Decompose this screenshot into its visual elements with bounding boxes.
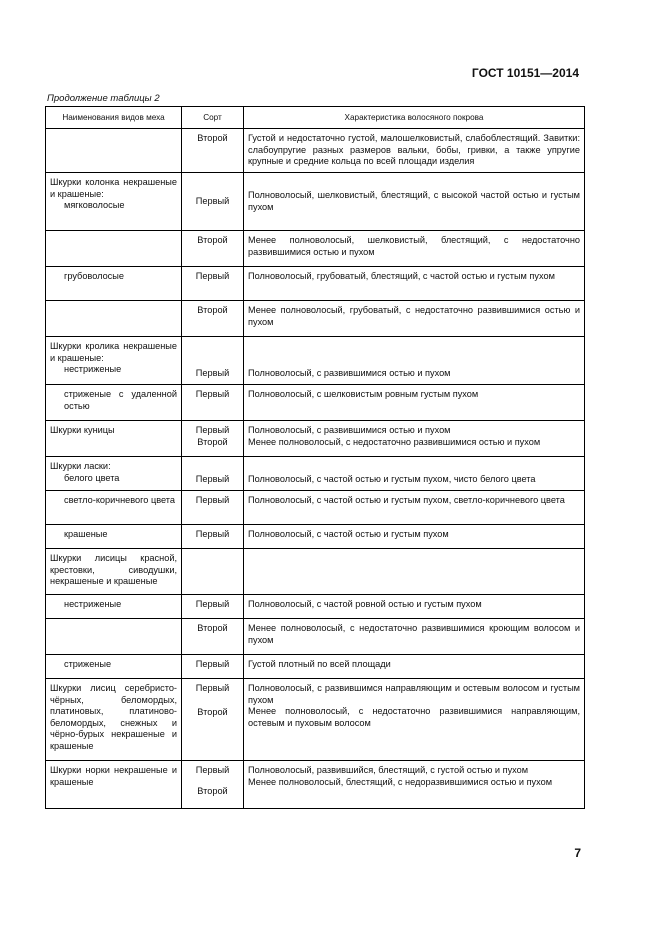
description-text: Полноволосый, развившийся, блестящий, с густой остью и пухом bbox=[248, 765, 529, 775]
fur-description bbox=[244, 679, 585, 761]
fur-description bbox=[244, 549, 585, 595]
fur-sort bbox=[182, 761, 244, 809]
fur-name bbox=[46, 385, 182, 421]
description-text: Полноволосый, шелковистый, блестящий, с высокой частой остью и густым пухом bbox=[248, 189, 580, 212]
fur-description: Полноволосый, с частой ровной остью и густым пухом bbox=[244, 595, 585, 619]
sort-value-2: Второй bbox=[197, 436, 228, 447]
fur-name bbox=[46, 525, 182, 549]
fur-group-name: Шкурки колонка некрашеные и крашеные: bbox=[50, 177, 177, 199]
fur-name: Шкурки лисиц серебристо-чёрных, беломордых, платиновых, платиново-беломордых, снежных и чёрно-бурых некрашеные и крашеные bbox=[46, 679, 182, 761]
fur-sort bbox=[182, 679, 244, 761]
table-row bbox=[46, 549, 585, 595]
column-header-sort: Сорт bbox=[182, 107, 244, 129]
fur-sort bbox=[182, 549, 244, 595]
fur-name bbox=[46, 267, 182, 301]
fur-subgroup-name: стриженые bbox=[64, 659, 112, 669]
fur-sort: Первый bbox=[182, 655, 244, 679]
page-number: 7 bbox=[574, 846, 581, 860]
table-row bbox=[46, 619, 585, 655]
sort-value-2: Второй bbox=[197, 706, 228, 717]
fur-description: Менее полноволосый, шелковистый, блестящий, с недостаточно развившимися остью и пухом bbox=[244, 231, 585, 267]
fur-description: Густой плотный по всей площади bbox=[244, 655, 585, 679]
table-caption: Продолжение таблицы 2 bbox=[47, 93, 160, 104]
sort-value-2: Второй bbox=[197, 785, 228, 796]
fur-name bbox=[46, 231, 182, 267]
description-text: Полноволосый, с развившимися остью и пухом bbox=[248, 425, 451, 435]
fur-sort: Второй bbox=[182, 231, 244, 267]
sort-value: Первый bbox=[195, 195, 230, 206]
column-header-description: Характеристика волосяного покрова bbox=[244, 107, 585, 129]
table-row bbox=[46, 421, 585, 457]
fur-sort: Первый bbox=[182, 491, 244, 525]
description-text-2: Менее полноволосый, с недостаточно развившимися остью и пухом bbox=[248, 436, 541, 447]
fur-description bbox=[244, 761, 585, 809]
fur-description bbox=[244, 457, 585, 491]
fur-name bbox=[46, 301, 182, 337]
fur-subgroup-name: нестриженые bbox=[64, 599, 122, 609]
fur-subgroup-name: нестриженые bbox=[64, 364, 122, 375]
fur-description: Полноволосый, с частой остью и густым пухом bbox=[244, 525, 585, 549]
fur-subgroup-name: мягковолосые bbox=[64, 200, 125, 211]
fur-sort: Первый bbox=[182, 385, 244, 421]
sort-value: Первый bbox=[195, 425, 230, 435]
description-text: Полноволосый, с развившимся направляющим и остевым волосом и густым пухом bbox=[248, 683, 580, 705]
fur-name bbox=[46, 337, 182, 385]
table-header-row bbox=[46, 107, 585, 129]
fur-sort: Второй bbox=[182, 129, 244, 173]
fur-name bbox=[46, 173, 182, 231]
table-row bbox=[46, 337, 585, 385]
table-row bbox=[46, 457, 585, 491]
sort-value: Первый bbox=[195, 683, 230, 693]
fur-sort: Первый bbox=[182, 525, 244, 549]
table-row bbox=[46, 491, 585, 525]
table-row bbox=[46, 595, 585, 619]
fur-group-name: Шкурки кролика некрашеные и крашеные: bbox=[50, 341, 177, 363]
description-text: Полноволосый, с частой остью и густым пухом, чисто белого цвета bbox=[248, 474, 536, 485]
table-row bbox=[46, 655, 585, 679]
table-row bbox=[46, 385, 585, 421]
fur-group-name: Шкурки ласки: bbox=[50, 461, 111, 471]
fur-description: Менее полноволосый, грубоватый, с недостаточно развившимися остью и пухом bbox=[244, 301, 585, 337]
fur-sort: Второй bbox=[182, 619, 244, 655]
table-row bbox=[46, 761, 585, 809]
fur-name bbox=[46, 619, 182, 655]
fur-sort: Первый bbox=[182, 267, 244, 301]
fur-description bbox=[244, 337, 585, 385]
fur-description: Полноволосый, с шелковистым ровным густым пухом bbox=[244, 385, 585, 421]
fur-subgroup-name: крашеные bbox=[64, 529, 108, 539]
table-row bbox=[46, 129, 585, 173]
fur-sort: Второй bbox=[182, 301, 244, 337]
fur-name bbox=[46, 655, 182, 679]
fur-description: Полноволосый, с частой остью и густым пухом, светло-коричневого цвета bbox=[244, 491, 585, 525]
description-text: Полноволосый, с развившимися остью и пухом bbox=[248, 368, 451, 379]
fur-description: Полноволосый, грубоватый, блестящий, с частой остью и густым пухом bbox=[244, 267, 585, 301]
table-row bbox=[46, 525, 585, 549]
table-row bbox=[46, 231, 585, 267]
column-header-name: Наименования видов меха bbox=[46, 107, 182, 129]
fur-subgroup-name: стриженые с удаленной остью bbox=[64, 389, 177, 411]
fur-characteristics-table bbox=[45, 106, 585, 809]
fur-name: Шкурки лисицы красной, крестовки, сиводушки, некрашеные и крашеные bbox=[46, 549, 182, 595]
fur-name: Шкурки куницы bbox=[46, 421, 182, 457]
table-row bbox=[46, 267, 585, 301]
description-text-2: Менее полноволосый, блестящий, с недоразвившимися остью и пухом bbox=[248, 776, 553, 787]
fur-subgroup-name: грубоволосые bbox=[64, 271, 124, 281]
fur-sort bbox=[182, 421, 244, 457]
fur-name bbox=[46, 491, 182, 525]
fur-name bbox=[46, 457, 182, 491]
fur-description: Менее полноволосый, с недостаточно развившимися кроющим волосом и пухом bbox=[244, 619, 585, 655]
sort-value: Первый bbox=[195, 765, 230, 775]
fur-description bbox=[244, 421, 585, 457]
table-row bbox=[46, 301, 585, 337]
table-row bbox=[46, 173, 585, 231]
table-row bbox=[46, 679, 585, 761]
fur-sort bbox=[182, 337, 244, 385]
fur-sort bbox=[182, 457, 244, 491]
fur-description: Густой и недостаточно густой, малошелковистый, слабоблестящий. Завитки: слабоупругие разных размеров вальки, бобы, гривки, а также упругие крупные и средние кольца по всей площади изделия bbox=[244, 129, 585, 173]
fur-sort bbox=[182, 173, 244, 231]
fur-description bbox=[244, 173, 585, 231]
sort-value: Первый bbox=[195, 474, 230, 485]
fur-name bbox=[46, 595, 182, 619]
fur-name bbox=[46, 129, 182, 173]
sort-value: Первый bbox=[195, 368, 230, 379]
description-text-2: Менее полноволосый, с недостаточно развившимися направляющим, остевым и пуховым волосом bbox=[248, 706, 580, 728]
fur-sort: Первый bbox=[182, 595, 244, 619]
standard-number: ГОСТ 10151—2014 bbox=[471, 66, 579, 80]
fur-subgroup-name: светло-коричневого цвета bbox=[64, 495, 176, 505]
fur-name: Шкурки норки некрашеные и крашеные bbox=[46, 761, 182, 809]
fur-subgroup-name: белого цвета bbox=[64, 472, 120, 483]
